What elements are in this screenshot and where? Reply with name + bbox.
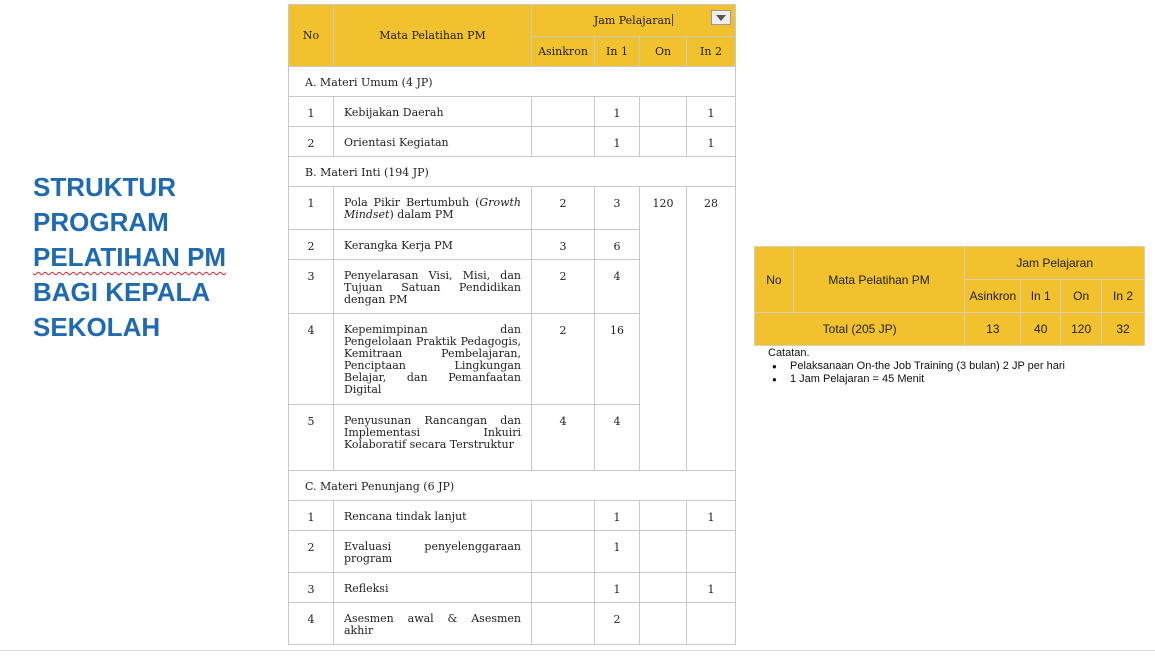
title-line: SEKOLAH [33, 312, 161, 342]
row-asinkron: 2 [532, 314, 595, 405]
row-on [640, 603, 687, 645]
row-no: 1 [289, 187, 334, 230]
row-name-italic: Growth Mindset [344, 196, 521, 221]
row-in2: 1 [687, 97, 736, 127]
summary-header-hours: Jam Pelajaran [965, 247, 1145, 280]
row-on [640, 573, 687, 603]
header-course: Mata Pelatihan PM [334, 5, 532, 67]
summary-total-in2: 32 [1102, 313, 1145, 346]
row-asinkron: 2 [532, 187, 595, 230]
header-asinkron: Asinkron [532, 37, 595, 67]
table-row [289, 603, 736, 645]
header-hours [532, 5, 736, 37]
row-in1: 2 [595, 603, 640, 645]
row-name: Orientasi Kegiatan [334, 127, 532, 157]
header-in2: In 2 [687, 37, 736, 67]
row-asinkron [532, 127, 595, 157]
row-in1: 1 [595, 501, 640, 531]
row-name: Kebijakan Daerah [334, 97, 532, 127]
header-in1: In 1 [595, 37, 640, 67]
table-row [289, 97, 736, 127]
row-in1: 6 [595, 230, 640, 260]
row-in2: 1 [687, 127, 736, 157]
row-name: Kepemimpinan dan Pengelolaan Praktik Pedagogis, Kemitraan Pembelajaran, Penciptaan Lingkungan Belajar, dan Pemanfaatan Digital [334, 314, 532, 405]
header-no: No [289, 5, 334, 67]
row-name: Kerangka Kerja PM [334, 230, 532, 260]
row-in2: 1 [687, 501, 736, 531]
row-name: Evaluasi penyelenggaraan program [334, 531, 532, 573]
text-cursor [672, 14, 673, 26]
row-in2 [687, 603, 736, 645]
notes [768, 347, 1148, 386]
row-name: Penyelarasan Visi, Misi, dan Tujuan Satuan Pendidikan dengan PM [334, 260, 532, 314]
row-asinkron [532, 501, 595, 531]
summary-table [754, 246, 1145, 346]
header-on: On [640, 37, 687, 67]
summary-header-no: No [755, 247, 794, 313]
row-no: 3 [289, 573, 334, 603]
row-no: 2 [289, 127, 334, 157]
row-no: 1 [289, 97, 334, 127]
title-line: STRUKTUR [33, 172, 176, 202]
row-name [334, 187, 532, 230]
row-in1: 3 [595, 187, 640, 230]
row-name: Rencana tindak lanjut [334, 501, 532, 531]
row-asinkron: 3 [532, 230, 595, 260]
row-name-part: ) dalam PM [389, 208, 454, 221]
header-hours-label: Jam Pelajaran [593, 14, 672, 27]
notes-list [772, 360, 1148, 386]
summary-header-on: On [1061, 280, 1102, 313]
row-asinkron: 4 [532, 405, 595, 471]
row-in1: 4 [595, 405, 640, 471]
row-no: 1 [289, 501, 334, 531]
row-asinkron [532, 531, 595, 573]
section-c-title: C. Materi Penunjang (6 JP) [289, 471, 736, 501]
section-b-in2-total: 28 [687, 187, 736, 471]
row-in1: 16 [595, 314, 640, 405]
notes-heading: Catatan. [768, 347, 810, 359]
row-name-part: Pola Pikir Bertumbuh ( [344, 196, 480, 209]
row-no: 4 [289, 314, 334, 405]
row-in1: 1 [595, 531, 640, 573]
row-in1: 1 [595, 97, 640, 127]
training-structure-table [288, 4, 736, 645]
table-row [289, 501, 736, 531]
row-name: Refleksi [334, 573, 532, 603]
dropdown-arrow-icon[interactable] [711, 10, 731, 25]
summary-header-in1: In 1 [1021, 280, 1061, 313]
row-no: 3 [289, 260, 334, 314]
summary-header-in2: In 2 [1102, 280, 1145, 313]
table-row [289, 531, 736, 573]
row-asinkron [532, 97, 595, 127]
row-in1: 1 [595, 573, 640, 603]
section-b-title: B. Materi Inti (194 JP) [289, 157, 736, 187]
slide-title [33, 170, 263, 345]
row-name: Asesmen awal & Asesmen akhir [334, 603, 532, 645]
row-asinkron [532, 573, 595, 603]
row-on [640, 127, 687, 157]
summary-header-course: Mata Pelatihan PM [793, 247, 964, 313]
summary-total-row [755, 313, 1145, 346]
row-on [640, 97, 687, 127]
summary-total-asinkron: 13 [965, 313, 1021, 346]
row-asinkron: 2 [532, 260, 595, 314]
row-on [640, 531, 687, 573]
summary-total-in1: 40 [1021, 313, 1061, 346]
list-item: ● 1 Jam Pelajaran = 45 Menit [772, 373, 1148, 386]
summary-total-on: 120 [1061, 313, 1102, 346]
row-in2: 1 [687, 573, 736, 603]
row-no: 2 [289, 230, 334, 260]
row-in2 [687, 531, 736, 573]
row-in1: 4 [595, 260, 640, 314]
row-no: 4 [289, 603, 334, 645]
title-line: PELATIHAN PM [33, 242, 227, 272]
section-a-title: A. Materi Umum (4 JP) [289, 67, 736, 97]
table-row [289, 187, 736, 230]
row-asinkron [532, 603, 595, 645]
title-line: PROGRAM [33, 207, 169, 237]
row-no: 2 [289, 531, 334, 573]
row-no: 5 [289, 405, 334, 471]
table-row [289, 573, 736, 603]
title-line: BAGI KEPALA [33, 277, 211, 307]
summary-header-asinkron: Asinkron [965, 280, 1021, 313]
summary-total-label: Total (205 JP) [755, 313, 965, 346]
row-in1: 1 [595, 127, 640, 157]
section-b-on-total: 120 [640, 187, 687, 471]
list-item: ● Pelaksanaan On-the Job Training (3 bulan) 2 JP per hari [772, 360, 1148, 373]
row-on [640, 501, 687, 531]
table-row [289, 127, 736, 157]
row-name: Penyusunan Rancangan dan Implementasi Inkuiri Kolaboratif secara Terstruktur [334, 405, 532, 471]
divider [0, 650, 1155, 651]
